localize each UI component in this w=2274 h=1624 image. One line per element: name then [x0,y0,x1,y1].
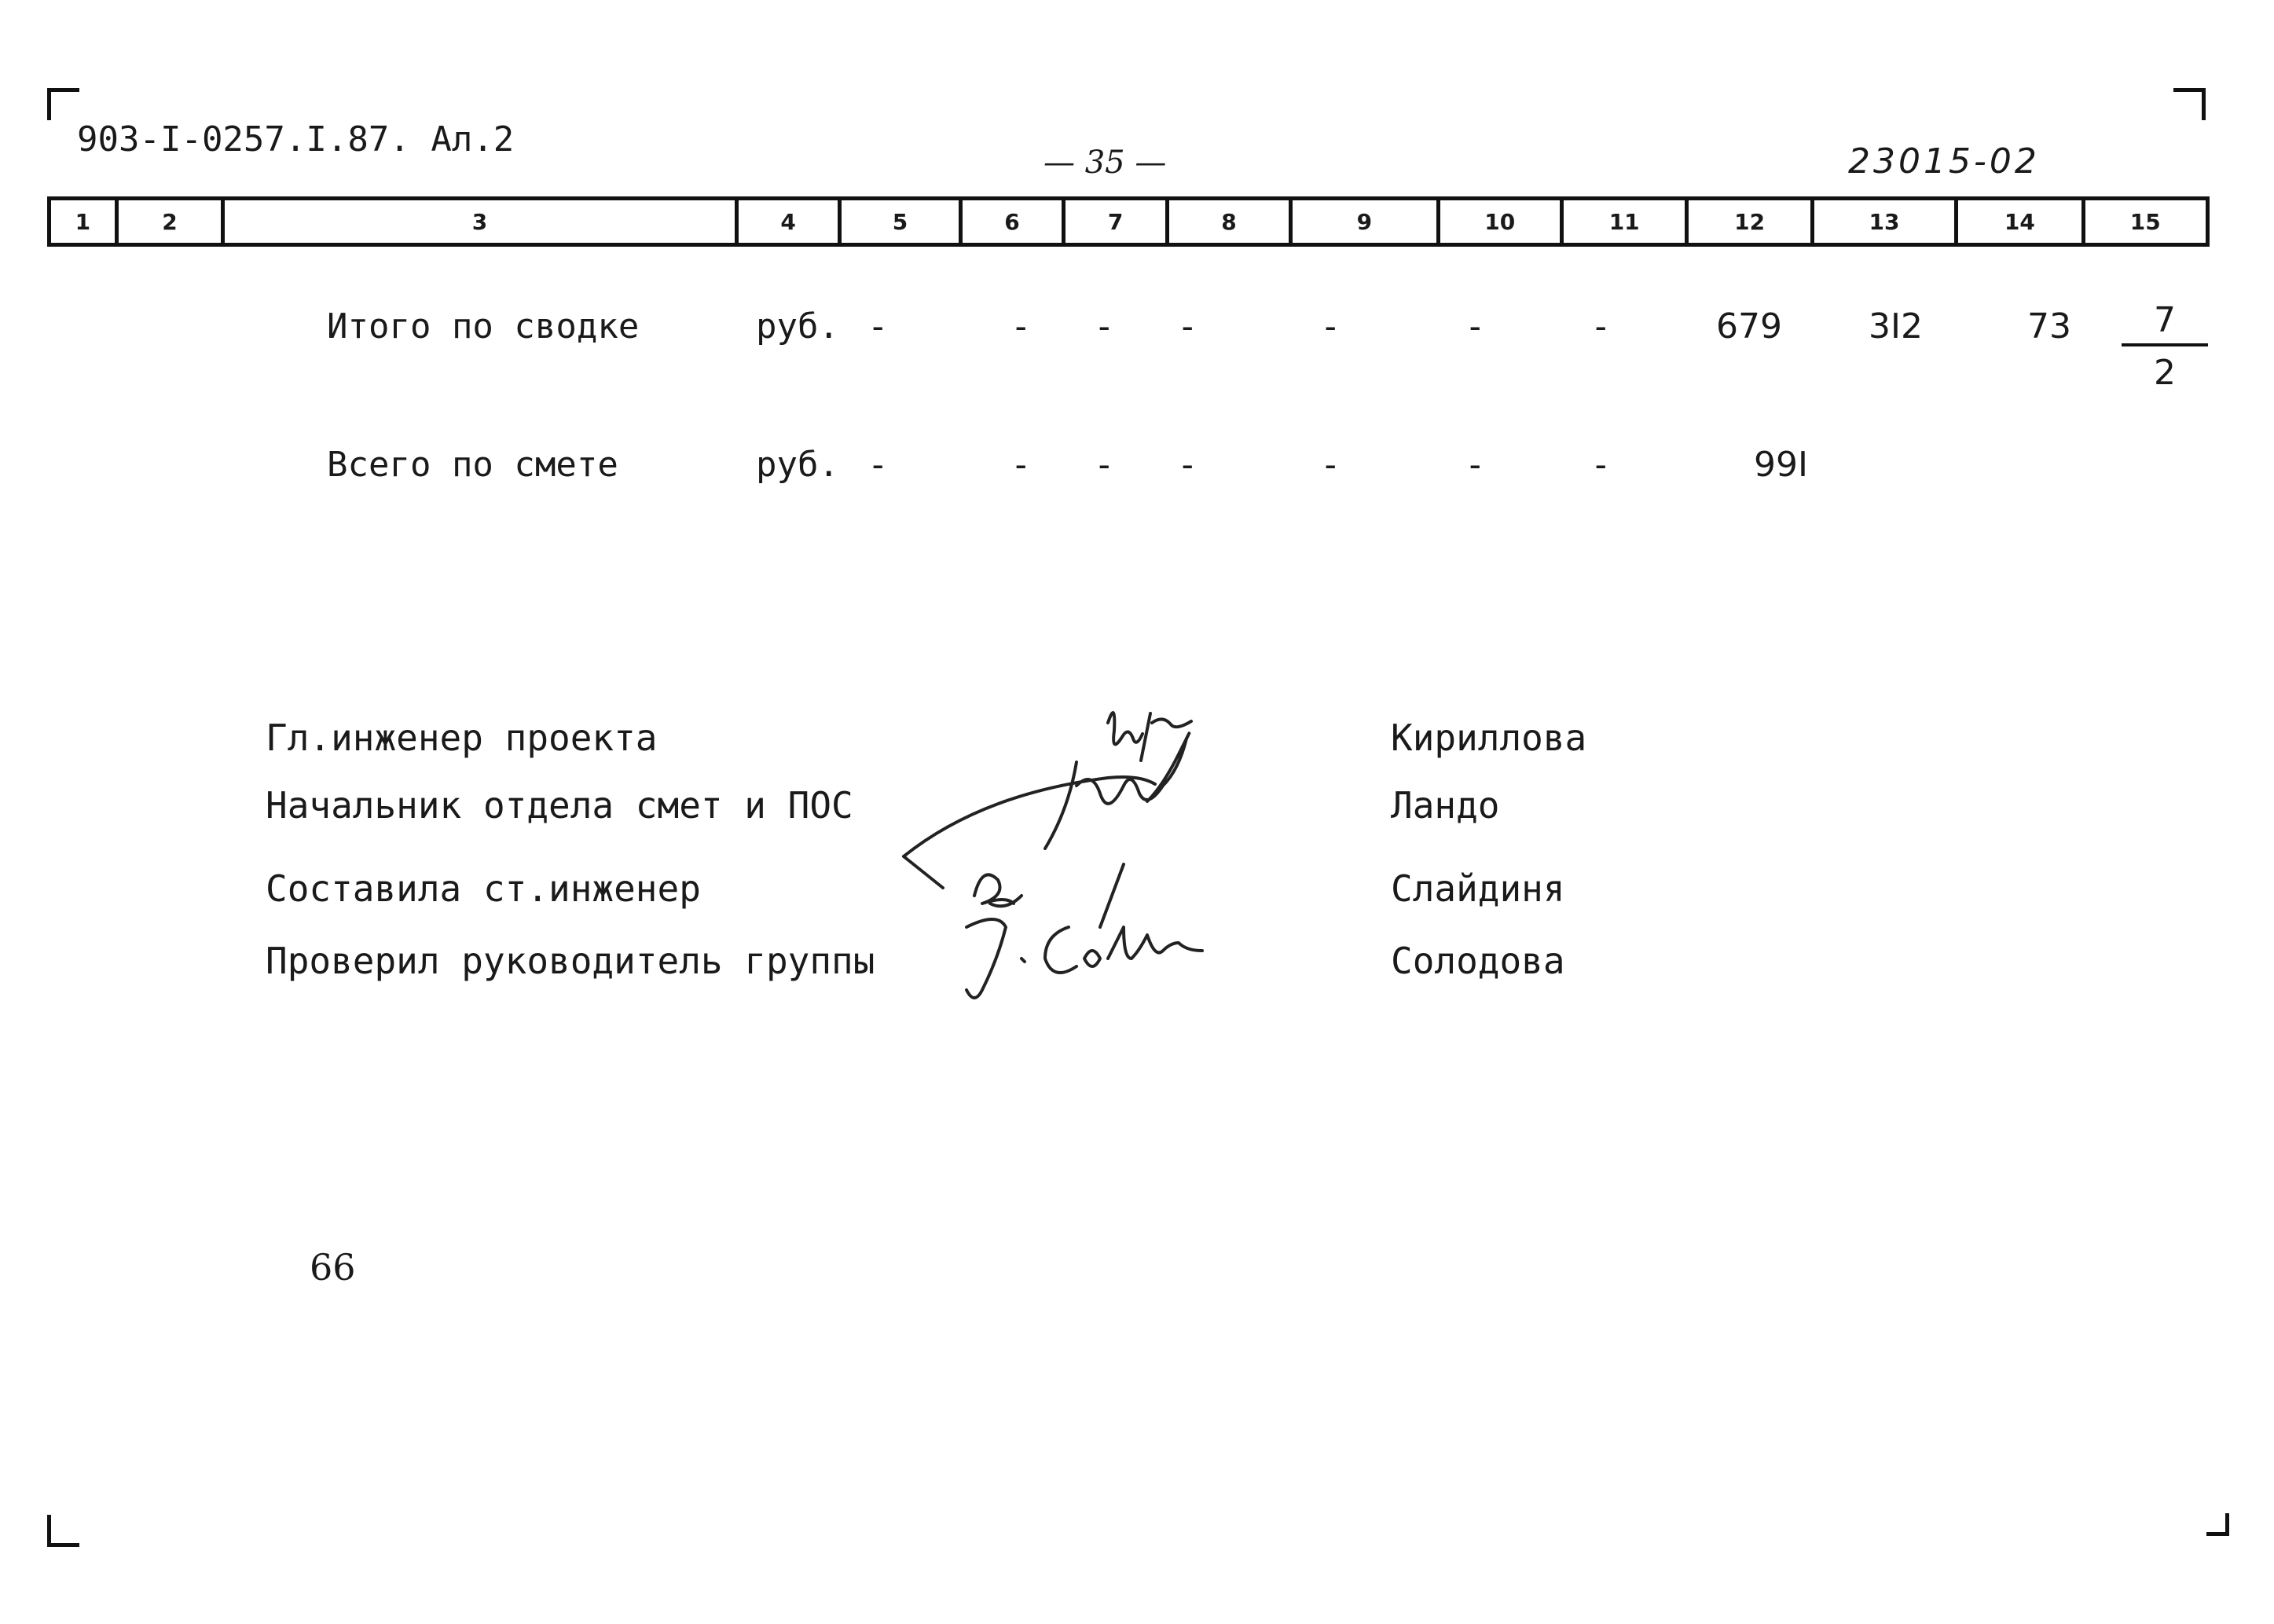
signoff-name-1: Кириллова [1391,717,1587,759]
total-summary-unit: руб. [756,306,839,346]
column-header-9: 9 [1293,200,1440,243]
signature-2 [904,733,1189,856]
column-header-6: 6 [963,200,1066,243]
handwritten-signatures [880,691,1320,1006]
signoff-name-3: Слайдиня [1391,867,1565,910]
dash-col11: - [1590,306,1612,346]
total-summary-col13: 3I2 [1869,306,1923,346]
column-header-11: 11 [1564,200,1689,243]
column-header-3: 3 [225,200,739,243]
fraction-numerator: 7 [2154,300,2176,340]
fraction-denominator: 2 [2154,353,2176,393]
frame-corner-top-left [47,88,79,120]
dash-col5: - [867,306,889,346]
dash-col8: - [1177,306,1198,346]
frame-corner-bottom-right [2206,1513,2229,1536]
fraction-line [2122,343,2208,346]
dash-col10: - [1465,445,1486,485]
signoff-role-2: Начальник отдела смет и ПОС [266,784,853,827]
dash-col10: - [1465,306,1486,346]
column-header-row [47,196,2210,247]
column-header-8: 8 [1169,200,1293,243]
dash-col6: - [1010,306,1032,346]
column-header-1: 1 [51,200,119,243]
dash-col6: - [1010,445,1032,485]
signoff-name-4: Солодова [1391,940,1565,982]
total-estimate-label: Всего по смете [327,445,618,485]
column-header-4: 4 [739,200,842,243]
total-summary-col14: 73 [2027,306,2071,346]
frame-corner-bottom-left [47,1515,79,1547]
dash-col7: - [1094,445,1115,485]
total-summary-col15-fraction [2122,300,2208,393]
document-number: 23015-02 [1848,141,2040,181]
total-summary-label: Итого по сводке [327,306,640,346]
total-summary-col12: 679 [1716,306,1782,346]
total-estimate-unit: руб. [756,445,839,485]
column-header-12: 12 [1689,200,1814,243]
dash-col5: - [867,445,889,485]
dash-col7: - [1094,306,1115,346]
signoff-role-1: Гл.инженер проекта [266,717,658,759]
column-header-10: 10 [1440,200,1564,243]
dash-col8: - [1177,445,1198,485]
column-header-13: 13 [1814,200,1958,243]
signoff-name-2: Ландо [1391,784,1500,827]
dash-col9: - [1320,445,1341,485]
column-header-2: 2 [119,200,226,243]
column-header-5: 5 [842,200,962,243]
dash-col9: - [1320,306,1341,346]
signature-3 [974,864,1124,927]
total-estimate-col12: 99I [1754,445,1808,485]
document-code: 903-I-0257.I.87. Ал.2 [77,119,515,159]
dash-col11: - [1590,445,1612,485]
signature-4 [966,919,1202,998]
column-header-7: 7 [1065,200,1169,243]
page-number: — 35 — [1043,145,1167,181]
frame-corner-top-right [2173,88,2206,120]
page-mark: 66 [310,1246,356,1289]
signoff-role-4: Проверил руководитель группы [266,940,875,982]
column-header-14: 14 [1958,200,2085,243]
signoff-role-3: Составила ст.инженер [266,867,701,910]
column-header-15: 15 [2129,208,2161,235]
